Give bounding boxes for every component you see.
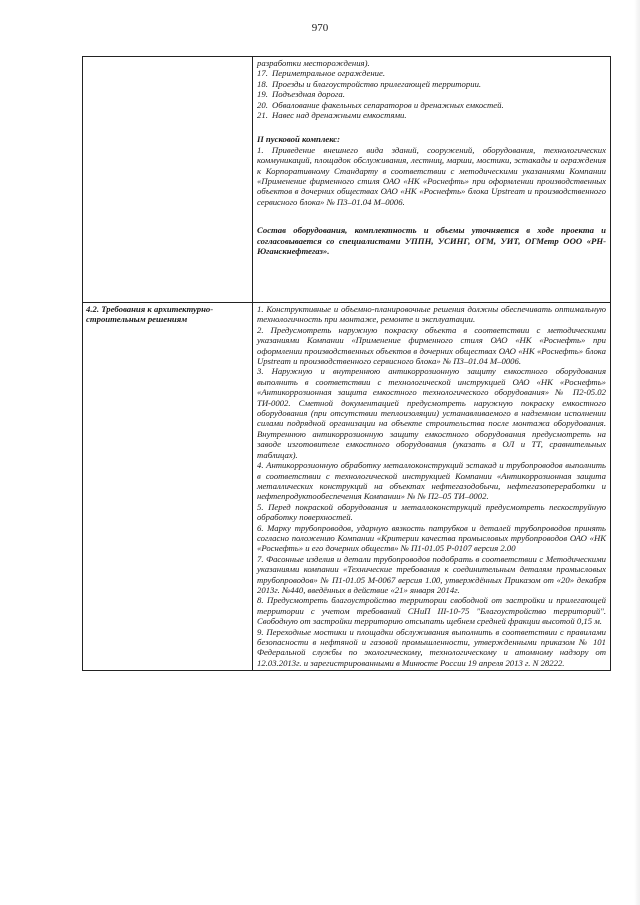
list-item-text: Проезды и благоустройство прилегающей территории. <box>272 78 482 89</box>
list-item <box>257 89 606 99</box>
requirement-item: 7. Фасонные изделия и детали трубопроводов подобрать в соответствии с Методическими указаниями компании «Технические требования к соединительным деталям промысловых трубопроводов» № П1-01.05 М-0067 версия 1.00, утверждённых Приказом от «20» декабря 2013г. №440, введённых в действие «21» января 2014г. <box>257 553 606 595</box>
scan-edge-shadow <box>634 0 640 905</box>
list-item-text: Навес над дренажными емкостями. <box>272 110 407 121</box>
page-number: 970 <box>311 22 329 34</box>
left-cell-heading <box>83 303 253 671</box>
section-heading: 4.2. Требования к архитектурно-строительным решениям <box>86 304 214 325</box>
list-item-number: 19. <box>257 89 268 100</box>
left-cell-empty <box>83 57 253 303</box>
list-item-number: 20. <box>257 99 268 110</box>
complex-item: 1. Приведение внешнего вида зданий, сооружений, оборудования, технологических коммуникаций, площадок обслуживания, лестниц, марши, мостики, эстакады и ограждения к Корпоративному Стандарту в соответствии с методическими указаниями Компании «Применение фирменного стиля ОАО «НК «Роснефть» при оформлении производственных объектов в дочерних обществах ОАО «НК «Роснефть» блока Upstream и производственного сервисного блока» № П3–01.04 М–0006. <box>257 144 606 207</box>
requirement-item: 5. Перед покраской оборудования и металлоконструкций предусмотреть пескоструйную обработку поверхностей. <box>257 501 606 523</box>
list-item-number: 21. <box>257 110 268 121</box>
right-cell-top <box>253 57 611 303</box>
requirements-table <box>82 56 611 671</box>
equipment-note: Состав оборудования, комплектность и объемы уточняется в ходе проекта и согласовывается со специалистами УППН, УСИНГ, ОГМ, УИТ, ОГМетр ООО «РН-Юганскнефтегаз». <box>257 225 606 257</box>
requirement-item: 6. Марку трубопроводов, ударную вязкость патрубков и деталей трубопроводов принять согласно положению Компании «Критерии качества промысловых трубопроводов ОАО «НК «Роснефть» и его дочерних обществ» № П1-01.05 Р-0107 версия 2.00 <box>257 522 606 554</box>
requirement-item: 2. Предусмотреть наружную покраску объекта в соответствии с методическими указаниями Компании «Применение фирменного стиля ОАО «НК «Роснефть» при оформлении производственных объектов в дочерних обществах ОАО «НК «Роснефть» блока Upstream и производственного сервисного блока» № П3–01.04 М–0006. <box>257 324 606 367</box>
list-item-text: Подъездная дорога. <box>272 89 345 100</box>
list-item-text: Обвалование факельных сепараторов и дренажных емкостей. <box>272 99 504 110</box>
list-item-number: 18. <box>257 78 268 89</box>
list-item-text: разработки месторождения). <box>257 58 370 68</box>
top-cell-content <box>253 57 610 259</box>
requirements-content <box>253 303 610 670</box>
requirement-item: 9. Переходные мостики и площадки обслуживания выполнить в соответствии с правилами безопасности в нефтяной и газовой промышленности, утвержденными приказом № 101 Федеральной службы по экологическому, технологическому и атомному надзору от 12.03.2013г. и зарегистрированными в Минюсте России 19 апреля 2013 г. N 28222. <box>257 626 606 668</box>
list-item <box>257 100 606 110</box>
requirement-item: 1. Конструктивные и объемно-планировочные решения должны обеспечивать оптимальную технологичность при монтаже, ремонте и эксплуатации. <box>257 304 606 325</box>
list-item <box>257 68 606 78</box>
list-item-number: 17. <box>257 68 268 79</box>
table-row <box>83 57 611 303</box>
list-item <box>257 58 606 68</box>
right-cell-requirements <box>253 303 611 671</box>
complex-heading: II пусковой комплекс: <box>257 134 341 145</box>
requirement-item: 8. Предусмотреть благоустройство территории свободной от застройки и прилегающей территории с учетом требований СНиП III-10-75 "Благоустройство территорий". Свободную от застройки территорию отсыпать щебнем средней фракции высотой 0,15 м. <box>257 595 606 627</box>
list-item <box>257 110 606 120</box>
requirement-item: 4. Антикоррозионную обработку металлоконструкций эстакад и трубопроводов выполнить в соответствии с технологической инструкцией Компании «Антикоррозионная защита металлических конструкций на объектах нефтегазодобычи, нефтегазопереработки и нефтепродуктообеспечения Компании» № № П2–05 ТИ–0002. <box>257 460 606 502</box>
requirement-item: 3. Наружную и внутреннюю антикоррозионную защиту емкостного оборудования выполнить в соответствии с технологической инструкцией ОАО «НК «Роснефть» «Антикоррозионная защита емкостного технологического оборудования» № П2-05.02 ТИ-0002. Сметной документацией предусмотреть наружную покраску емкостного оборудования (при отсутствии теплоизоляции) устанавливаемого в надземном исполнении силами подрядной организации на объекте строительства после монтажа оборудования. Внутреннюю антикоррозионную защиту емкостного оборудования предусмотреть на заводе изготовителе емкостного оборудования (указать в ОЛ и ТТ, сравнительных таблицах). <box>257 366 606 460</box>
table-row <box>83 303 611 671</box>
list-item-text: Периметральное ограждение. <box>272 68 386 79</box>
list-item <box>257 79 606 89</box>
